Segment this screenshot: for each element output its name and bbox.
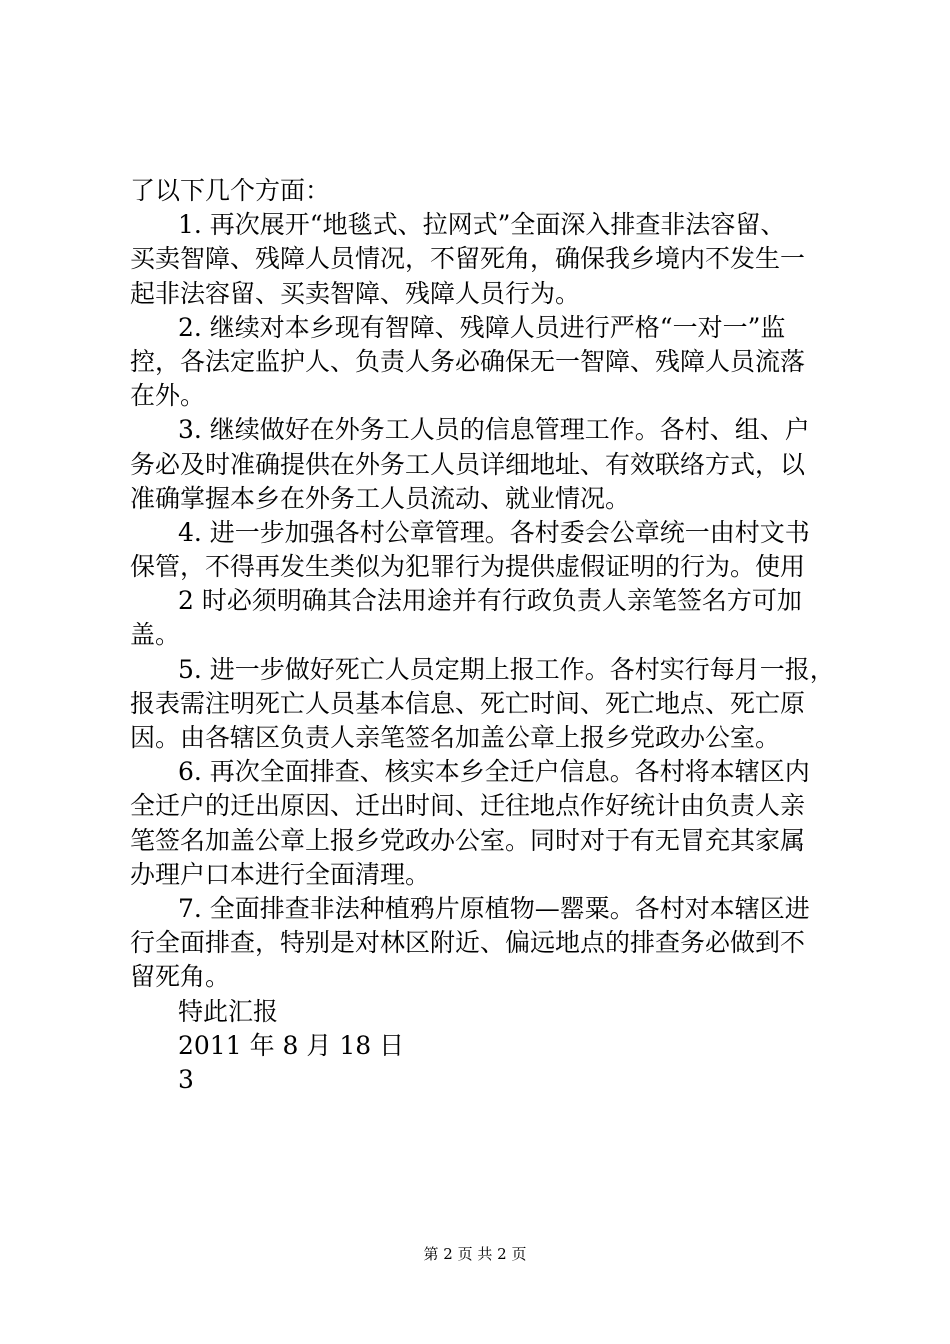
text-line: 准确掌握本乡在外务工人员流动、就业情况。: [130, 483, 631, 513]
text-line: 在外。: [130, 381, 206, 411]
document-body: [130, 174, 835, 1097]
text-line: 盖。: [130, 620, 181, 650]
text-line: 留死角。: [130, 962, 231, 992]
text-line: 6. 再次全面排查、核实本乡全迁户信息。各村将本辖区内: [178, 757, 810, 787]
text-line: 2 时必须明确其合法用途并有行政负责人亲笔签名方可加: [178, 586, 802, 616]
text-line: 特此汇报: [178, 996, 279, 1026]
text-line: 5. 进一步做好死亡人员定期上报工作。各村实行每月一报，: [178, 654, 835, 684]
text-line: 行全面排查，特别是对林区附近、偏远地点的排查务必做到不: [130, 928, 806, 958]
text-line: 报表需注明死亡人员基本信息、死亡时间、死亡地点、死亡原: [130, 688, 806, 718]
text-line: 3. 继续做好在外务工人员的信息管理工作。各村、组、户: [178, 415, 810, 445]
text-line: 笔签名加盖公章上报乡党政办公室。同时对于有无冒充其家属: [130, 825, 806, 855]
text-line: 因。由各辖区负责人亲笔签名加盖公章上报乡党政办公室。: [130, 723, 781, 752]
text-line: 全迁户的迁出原因、迁出时间、迁往地点作好统计由负责人亲: [130, 791, 806, 821]
text-line: 了以下几个方面：: [130, 176, 331, 205]
text-line: 办理户口本进行全面清理。: [130, 859, 431, 889]
text-line: 4. 进一步加强各村公章管理。各村委会公章统一由村文书: [178, 517, 810, 547]
text-line: 3: [178, 1064, 194, 1094]
page-footer: 第 2 页 共 2 页: [423, 1245, 527, 1263]
text-line: 1. 再次展开“地毯式、拉网式”全面深入排查非法容留、: [178, 210, 786, 240]
text-line: 起非法容留、买卖智障、残障人员行为。: [130, 278, 581, 308]
text-line: 保管，不得再发生类似为犯罪行为提供虚假证明的行为。使用: [130, 552, 806, 582]
text-line: 务必及时准确提供在外务工人员详细地址、有效联络方式，以: [130, 449, 806, 479]
text-line: 控，各法定监护人、负责人务必确保无一智障、残障人员流落: [130, 346, 806, 376]
text-line: 2. 继续对本乡现有智障、残障人员进行严格“一对一”监: [178, 312, 786, 342]
text-line: 买卖智障、残障人员情况，不留死角，确保我乡境内不发生一: [130, 244, 806, 274]
text-line: 2011 年 8 月 18 日: [178, 1030, 405, 1060]
text-line: 7. 全面排查非法种植鸦片原植物—罂粟。各村对本辖区进: [178, 893, 810, 923]
